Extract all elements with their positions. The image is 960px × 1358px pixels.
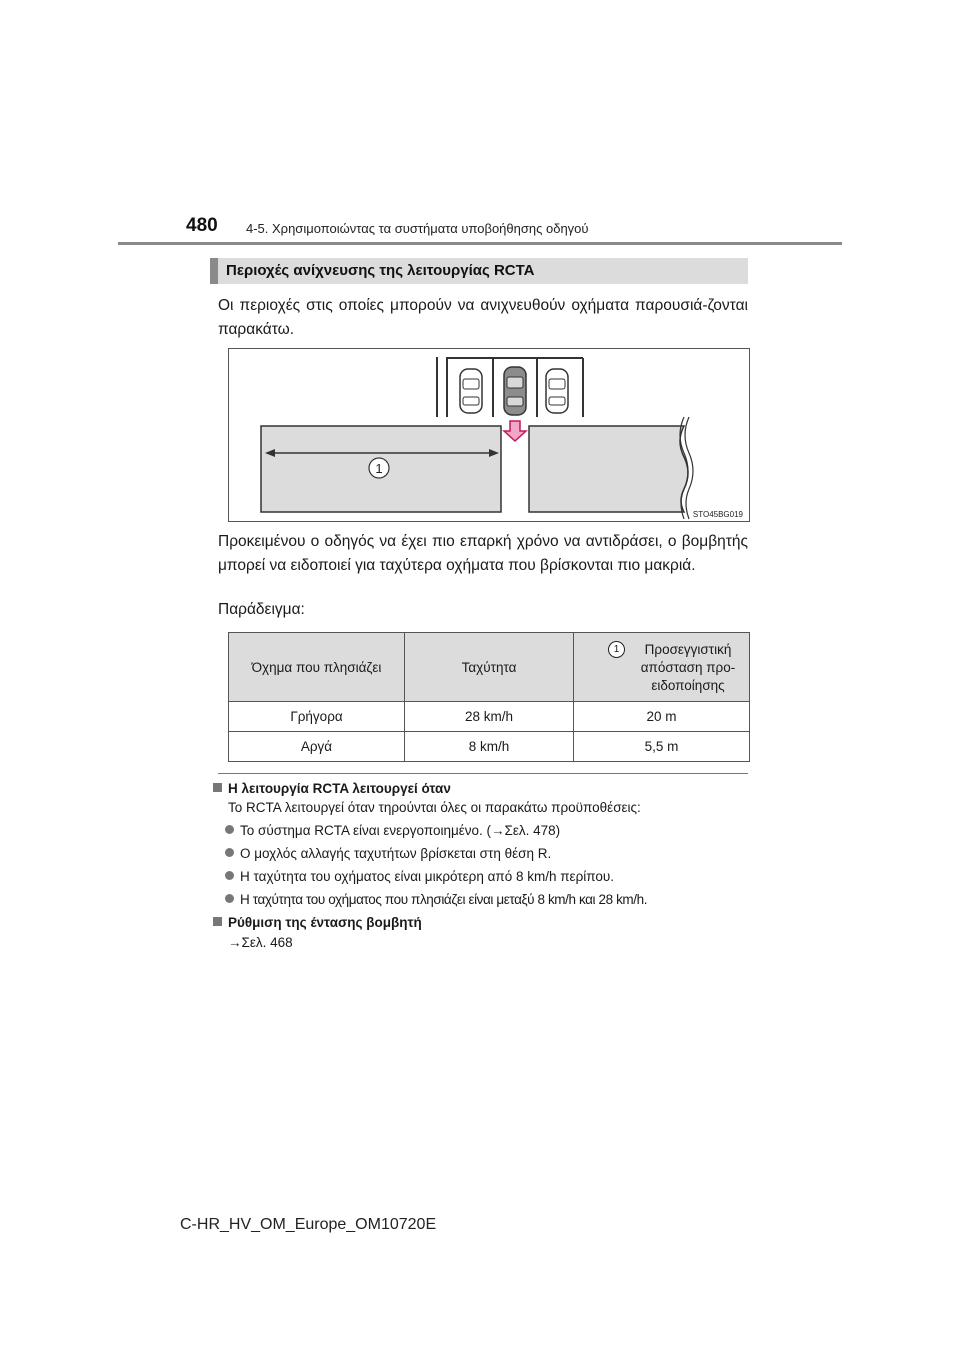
intro-paragraph: Οι περιοχές στις οποίες μπορούν να ανιχνευθούν οχήματα παρουσιά-ζονται παρακάτω. — [218, 297, 748, 338]
page-reference-link[interactable]: →Σελ. 468 — [228, 935, 293, 950]
page-number: 480 — [186, 215, 218, 236]
table-cell: Αργά — [229, 732, 405, 762]
list-item — [225, 822, 560, 840]
column-header-speed: Ταχύτητα — [405, 633, 574, 702]
list-item — [225, 845, 551, 863]
list-item-text: Το σύστημα RCTA είναι ενεργοποιημένο. (→Σελ. 478) — [240, 823, 561, 838]
list-item — [225, 868, 614, 886]
distance-marker: 1 — [608, 641, 625, 658]
bullet-icon — [225, 871, 234, 880]
section-divider — [218, 773, 748, 774]
operation-intro: Το RCTA λειτουργεί όταν τηρούνται όλες οι παρακάτω προϋποθέσεις: — [228, 800, 641, 815]
distance-header-label: Προσεγγιστική απόσταση προ-ειδοποίησης — [640, 642, 736, 693]
callout-marker-label: 1 — [375, 461, 383, 476]
reverse-direction-arrow-icon — [504, 421, 526, 441]
table-row — [229, 702, 750, 732]
detection-area-figure — [228, 348, 750, 522]
table-cell: Γρήγορα — [229, 702, 405, 732]
table-cell: 28 km/h — [405, 702, 574, 732]
table-cell: 20 m — [574, 702, 750, 732]
volume-heading — [213, 914, 422, 932]
example-label: Παράδειγμα: — [218, 601, 305, 618]
detection-area-diagram — [229, 349, 749, 521]
table-header-row — [229, 633, 750, 702]
list-item-text: Η ταχύτητα του οχήματος που πλησιάζει είναι μεταξύ 8 km/h και 28 km/h. — [240, 892, 648, 907]
bullet-icon — [225, 848, 234, 857]
column-header-distance — [574, 633, 750, 702]
list-item — [225, 891, 647, 909]
parked-car-icon — [460, 369, 482, 413]
list-item-text: Ο μοχλός αλλαγής ταχυτήτων βρίσκεται στη θέση R. — [240, 846, 552, 861]
example-table — [228, 632, 750, 762]
list-item-text: Η ταχύτητα του οχήματος είναι μικρότερη από 8 km/h περίπου. — [240, 869, 615, 884]
detection-area-right — [529, 426, 688, 512]
section-heading: Περιοχές ανίχνευσης της λειτουργίας RCTA — [210, 258, 748, 284]
table-row — [229, 732, 750, 762]
own-vehicle-icon — [504, 367, 526, 415]
chapter-title: 4-5. Χρησιμοποιώντας τα συστήματα υποβοήθησης οδηγού — [246, 221, 589, 236]
figure-code: STO45BG019 — [692, 510, 743, 519]
bullet-icon — [225, 825, 234, 834]
bullet-icon — [225, 894, 234, 903]
header-divider — [118, 242, 842, 245]
volume-heading-text: Ρύθμιση της έντασης βομβητή — [228, 915, 422, 930]
square-bullet-icon — [213, 783, 222, 792]
explanation-paragraph: Προκειμένου ο οδηγός να έχει πιο επαρκή χρόνο να αντιδράσει, ο βομβητής μπορεί να ειδοποιεί για ταχύτερα οχήματα που βρίσκονται πιο μακριά. — [218, 533, 748, 574]
document-code: C-HR_HV_OM_Europe_OM10720E — [180, 1216, 437, 1233]
square-bullet-icon — [213, 917, 222, 926]
column-header-vehicle: Όχημα που πλησιάζει — [229, 633, 405, 702]
parked-car-icon — [546, 369, 568, 413]
operation-heading-text: Η λειτουργία RCTA λειτουργεί όταν — [228, 781, 451, 796]
operation-heading — [213, 780, 451, 798]
table-cell: 5,5 m — [574, 732, 750, 762]
table-cell: 8 km/h — [405, 732, 574, 762]
